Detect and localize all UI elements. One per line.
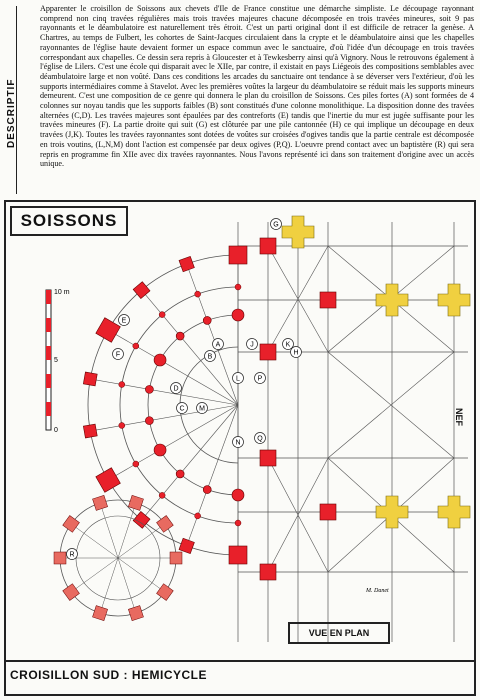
yellow-pier bbox=[438, 284, 470, 316]
marker-e: E bbox=[121, 317, 127, 325]
baptistery-rib bbox=[118, 558, 136, 613]
baptistery-pier bbox=[157, 584, 174, 601]
baptistery-pier bbox=[63, 516, 80, 533]
nave-label: NEF bbox=[454, 408, 464, 426]
baptistery-pier bbox=[54, 552, 66, 564]
baptistery-pier bbox=[170, 552, 182, 564]
baptistery-rib bbox=[118, 524, 165, 558]
inner-pier bbox=[232, 309, 244, 321]
yellow-pier bbox=[376, 496, 408, 528]
marker-h: H bbox=[293, 349, 299, 357]
minor-pier bbox=[195, 513, 201, 519]
radial-rib bbox=[187, 405, 241, 546]
minor-pier bbox=[159, 312, 165, 318]
marker-j: J bbox=[250, 341, 254, 349]
marker-c: C bbox=[179, 405, 185, 413]
inner-pier bbox=[203, 316, 211, 324]
marker-q: Q bbox=[257, 435, 263, 443]
scale-top: 10 m bbox=[54, 289, 70, 296]
marker-g: G bbox=[273, 221, 279, 229]
marker-d: D bbox=[173, 385, 179, 393]
inner-pier bbox=[145, 385, 153, 393]
marker-m: M bbox=[199, 405, 205, 413]
marker-n: N bbox=[235, 439, 241, 447]
baptistery-rib bbox=[118, 558, 165, 592]
bay-pier bbox=[320, 292, 336, 308]
arc bbox=[148, 315, 241, 495]
yellow-pier bbox=[438, 496, 470, 528]
outer-pier bbox=[96, 318, 121, 343]
baptistery-rib bbox=[100, 558, 118, 613]
view-label: VUE EN PLAN bbox=[288, 622, 390, 644]
minor-pier bbox=[235, 284, 241, 290]
minor-pier bbox=[119, 422, 125, 428]
inner-pier bbox=[154, 444, 166, 456]
minor-pier bbox=[235, 520, 241, 526]
bay-pier bbox=[260, 450, 276, 466]
outer-pier bbox=[179, 256, 194, 271]
marker-b: B bbox=[207, 353, 213, 361]
arc bbox=[88, 255, 241, 555]
marker-l: L bbox=[236, 375, 240, 383]
bay-pier bbox=[260, 344, 276, 360]
scale-bottom: 0 bbox=[54, 427, 58, 434]
outer-pier bbox=[229, 246, 247, 264]
baptistery-rib bbox=[100, 503, 118, 558]
marker-a: A bbox=[215, 341, 221, 349]
inner-pier bbox=[145, 417, 153, 425]
scale-middle: 5 bbox=[54, 357, 58, 364]
bottom-rule bbox=[6, 660, 474, 662]
inner-pier bbox=[154, 354, 166, 366]
inner-pier bbox=[176, 470, 184, 478]
radial-rib bbox=[142, 290, 238, 405]
outer-pier bbox=[229, 546, 247, 564]
bay-pier bbox=[320, 504, 336, 520]
outer-pier bbox=[83, 372, 97, 386]
marker-p: P bbox=[257, 375, 263, 383]
signature: M. Danet bbox=[366, 588, 389, 594]
outer-pier bbox=[133, 282, 150, 299]
baptistery-pier bbox=[157, 516, 174, 533]
baptistery-pier bbox=[93, 495, 108, 510]
marker-k: K bbox=[285, 341, 291, 349]
baptistery-pier bbox=[93, 606, 108, 621]
bay-pier bbox=[260, 238, 276, 254]
baptistery-pier bbox=[128, 606, 143, 621]
bay-pier bbox=[260, 564, 276, 580]
arc bbox=[180, 347, 241, 463]
inner-pier bbox=[203, 486, 211, 494]
inner-pier bbox=[232, 489, 244, 501]
minor-pier bbox=[119, 382, 125, 388]
outer-pier bbox=[179, 538, 194, 553]
marker-r: R bbox=[69, 551, 75, 559]
marker-f: F bbox=[115, 351, 121, 359]
baptistery-rib bbox=[71, 558, 118, 592]
radial-rib bbox=[187, 264, 238, 405]
baptistery-rib bbox=[118, 503, 136, 558]
minor-pier bbox=[133, 343, 139, 349]
radial-rib bbox=[142, 405, 241, 520]
minor-pier bbox=[159, 492, 165, 498]
minor-pier bbox=[195, 291, 201, 297]
yellow-pier bbox=[282, 216, 314, 248]
baptistery-pier bbox=[63, 584, 80, 601]
plan-title: SOISSONS bbox=[10, 206, 128, 236]
plan-frame bbox=[4, 200, 476, 696]
outer-pier bbox=[96, 468, 121, 493]
outer-pier bbox=[83, 424, 97, 438]
baptistery-pier bbox=[128, 495, 143, 510]
descriptif-label: DESCRIPTIF bbox=[6, 78, 17, 148]
inner-pier bbox=[176, 332, 184, 340]
plan-drawing bbox=[6, 202, 474, 660]
minor-pier bbox=[133, 461, 139, 467]
description-text: Apparenter le croisillon de Soissons aux chevets d'Ile de France constitue une démarche simpliste. Le découpage rayonnant comprend non cinq travées régulières mais trois travées majeures chacune décomposée en trois travées mineures, soit 9 pas rayonnants et le déambulatoire est naturellement très étroit. C'est un parti original dont il est difficile de retracer la genèse. A Chartres, au temps de Fulbert, les cohortes de Saint-Jacques circulaient dans la crypte et le déambulatoire ainsi que les chapelles rayonnantes de l'église haute devaient former un espace commun avec le sanctuaire, d'où l'idée d'un découpage en trois travées correspondant aux chapelles. Ce dessin sera repris à Gloucester et à Tewkesberry ainsi qu'à Vignory. Nous le retrouvons également à l'église de Lilers. C'est une école qui disparait avec le XIIe, par contre, il existait en pays Liégeois des compositions semblables avec déambulatoire large et non voûté. Dans ces conditions les arcades du sanctuaire ont tendance à se déverser vers l'extérieur, d'où les supports intermédiaires comme à Stavelot. Avec les premières voûtes la largeur du déambulatoire se réduit mais les supports mineurs demeurent. C'est une composition de ce genre qui donnera le plan du croisillon de Soissons. Ces piles fortes (A) sont formées de 4 colonnes sur noyau tandis que les supports faibles (B) sont constitués d'une colonne monolithique. La disposition donne des travées alternées (C,D). Les travées majeures sont épaulées par des contreforts (E) tandis que l'inertie du mur est jugée suffisante pour les travées mineures (F). La partie droite qui suit (G) est clôturée par une pile cantonnée (H) ce qui implique un découpage en deux travées (J,K). Toutes les travées rayonnantes sont dotées de voûtes sur croisées d'ogives tandis que la partie centrale est décomposée en trois voutins, (L,N,M) dont l'action est compensée par deux ogives (P,Q). L'oeuvre prend contact avec un baptistère (R) qui sera repris en programme fin XIIe avec dix travées rayonnantes. Nous l'avons représenté ici dans son traitement d'origine avec un accès unique. bbox=[40, 4, 474, 169]
section-title: CROISILLON SUD : HEMICYCLE bbox=[10, 668, 208, 682]
descriptif-tab bbox=[0, 0, 36, 198]
baptistery-rib bbox=[71, 524, 118, 558]
